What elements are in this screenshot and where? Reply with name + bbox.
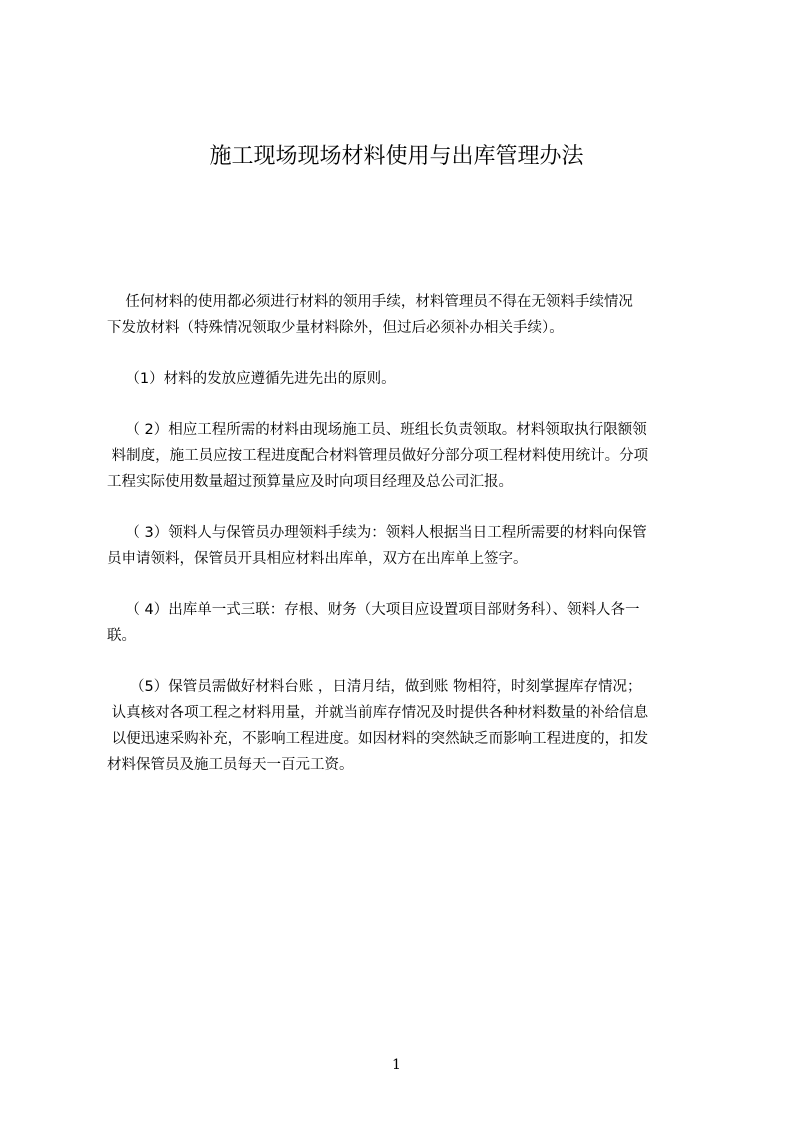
paragraph-rule-3 — [107, 520, 711, 572]
paragraph-line: （5）保管员需做好材料台账 ，日清月结，做到账 物相符，时刻掌握库存情况； — [107, 679, 642, 695]
paragraph-line: （ 2）相应工程所需的材料由现场施工员、班组长负责领取。材料领取执行限额领 — [107, 422, 647, 438]
paragraph-line: 认真核对各项工程之材料用量，并就当前库存情况及时提供各种材料数量的补给信息 — [107, 705, 649, 721]
paragraph-line: （1）材料的发放应遵循先进先出的原则。 — [107, 371, 396, 387]
paragraph-line: 员申请领料，保管员开具相应材料出库单，双方在出库单上签字。 — [107, 551, 528, 567]
document-title: 施工现场现场材料使用与出库管理办法 — [209, 144, 584, 169]
paragraph-line: 任何材料的使用都必须进行材料的领用手续，材料管理员不得在无领料手续情况 — [107, 294, 633, 310]
paragraph-line: 下发放材料（特殊情况领取少量材料除外，但过后必须补办相关手续）。 — [107, 320, 564, 336]
paragraph-line: （ 4）出库单一式三联：存根、财务（大项目应设置项目部财务科）、领料人各一 — [107, 602, 640, 618]
paragraph-line: 材料保管员及施工员每天一百元工资。 — [107, 757, 354, 773]
paragraph-intro — [107, 289, 711, 341]
page-number: 1 — [392, 1057, 401, 1073]
document-body — [107, 289, 711, 803]
paragraph-line: 料制度，施工员应按工程进度配合材料管理员做好分部分项工程材料使用统计。分项 — [107, 448, 649, 464]
paragraph-line: （ 3）领料人与保管员办理领料手续为：领料人根据当日工程所需要的材料向保管 — [107, 525, 647, 541]
paragraph-line: 以便迅速采购补充，不影响工程进度。如因材料的突然缺乏而影响工程进度的，扣发 — [107, 731, 649, 747]
paragraph-rule-4 — [107, 597, 711, 649]
paragraph-rule-1 — [107, 366, 711, 392]
paragraph-rule-5 — [107, 674, 711, 778]
paragraph-line: 工程实际使用数量超过预算量应及时向项目经理及总公司汇报。 — [107, 474, 513, 490]
paragraph-line: 联。 — [107, 628, 136, 644]
paragraph-rule-2 — [107, 417, 711, 495]
